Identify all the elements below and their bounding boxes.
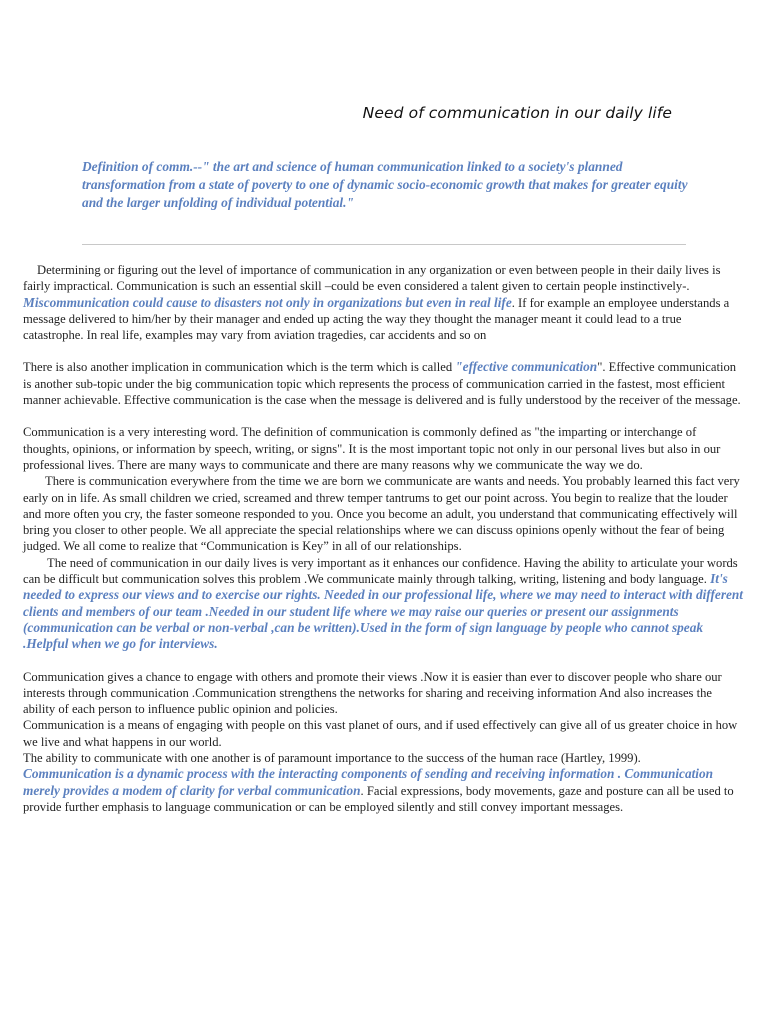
paragraph-definition: Communication is a very interesting word. The definition of communication is commonly defined as "the imparting or interchange of thoughts, opinions, or information by speech, writing, or signs". It is the most important topic not only in our personal lives but also in our professional lives. There are many ways to communicate and there are many reasons why we communicate the way we do. xyxy=(23,425,721,472)
paragraph-effective xyxy=(23,359,745,408)
paragraph-importance xyxy=(23,262,745,343)
paragraph-need-text: The need of communication in our daily lives is very important as it enhances our confidence. Having the ability to articulate your words can be difficult but communication solves this problem .We communicate mainly through talking, writing, listening and body language. xyxy=(23,555,738,587)
paragraph-effective-text: There is also another implication in communication which is the term which is called xyxy=(23,360,456,375)
paragraph-importance-text: Determining or figuring out the level of importance of communication in any organization or even between people in their daily lives is fairly impractical. Communication is such an essential skill –could be even considered a talent given to certain people instinctively-. xyxy=(23,263,721,294)
paragraph-effective-text-end: ". Effective communication is another sub-topic under the big communication topic which represents the process of communication carried in the fastest, most efficient manner achievable. Effective communication is the case when the message is delivered and is fully understood by the receiver of the message. xyxy=(23,360,741,408)
paragraph-everywhere: There is communication everywhere from the time we are born we communicate are wants and needs. You probably learned this fact very early on in life. As small children we cried, screamed and threw temper tantrums to get our point across. You begin to realize that the louder and more often you cry, the faster someone responded to you. Once you become an adult, you understand that communicating effectively will bring you closer to other people. We all appreciate the special relationships where we can discuss opinions openly without the fear of being judged. We all come to realize that “Communication is Key” in all of our relationships. xyxy=(23,474,740,554)
document-title: Need of communication in our daily life xyxy=(362,104,672,122)
paragraph-gap xyxy=(23,343,745,359)
paragraph-importance-emphasis: Miscommunication could cause to disasters not only in organizations but even in real life xyxy=(23,294,512,310)
paragraph-engage: Communication gives a chance to engage with others and promote their views .Now it is easier than ever to discover people who share our interests through communication .Communication strengthens the networks for sharing and receiving information And also increases the ability of each person to influence public opinion and policies. xyxy=(23,669,722,717)
definition-quote: Definition of comm.--" the art and science of human communication linked to a society's planned transformation from a state of poverty to one of dynamic socio-economic growth that makes for greater equity and the larger unfolding of individual potential." xyxy=(82,159,688,210)
paragraph-gap xyxy=(23,653,745,669)
document-body xyxy=(23,262,745,815)
paragraph-need-emphasis: It's needed to express our views and to exercise our rights. Needed in our professional life, where we may need to interact with different clients and members of our team .Needed in our student life where we may raise our queries or present our assignments (communication can be verbal or non-verbal ,can be written).Used in the form of sign language by people who cannot speak .Helpful when we go for interviews. xyxy=(23,571,743,652)
paragraph-gap xyxy=(23,408,745,424)
paragraph-effective-emphasis: "effective communication xyxy=(455,359,598,375)
paragraph-importance-text-end: . If for example an employee understands a message delivered to him/her by their manager and ended up acting the way they thought the manager meant it could lead to a true catastrophe. In real life, examples may vary from aviation tragedies, car accidents and so on xyxy=(23,295,730,343)
paragraph-need xyxy=(23,555,745,653)
paragraph-means: Communication is a means of engaging with people on this vast planet of ours, and if used effectively can give all of us greater choice in how we live and what happens in our world. xyxy=(23,718,738,749)
paragraph-dynamic-text: . Facial expressions, body movements, gaze and posture can all be used to provide further emphasis to language communication or can be employed silently and still convey important messages. xyxy=(23,783,734,814)
paragraph-dynamic-emphasis: Communication is a dynamic process with the interacting components of sending and receiving information . Communication merely provides a modem of clarity for verbal communication xyxy=(23,766,714,798)
paragraph-paramount: The ability to communicate with one another is of paramount importance to the success of the human race (Hartley, 1999). xyxy=(23,751,641,766)
paragraph-dynamic xyxy=(23,766,745,815)
horizontal-divider xyxy=(82,244,686,245)
